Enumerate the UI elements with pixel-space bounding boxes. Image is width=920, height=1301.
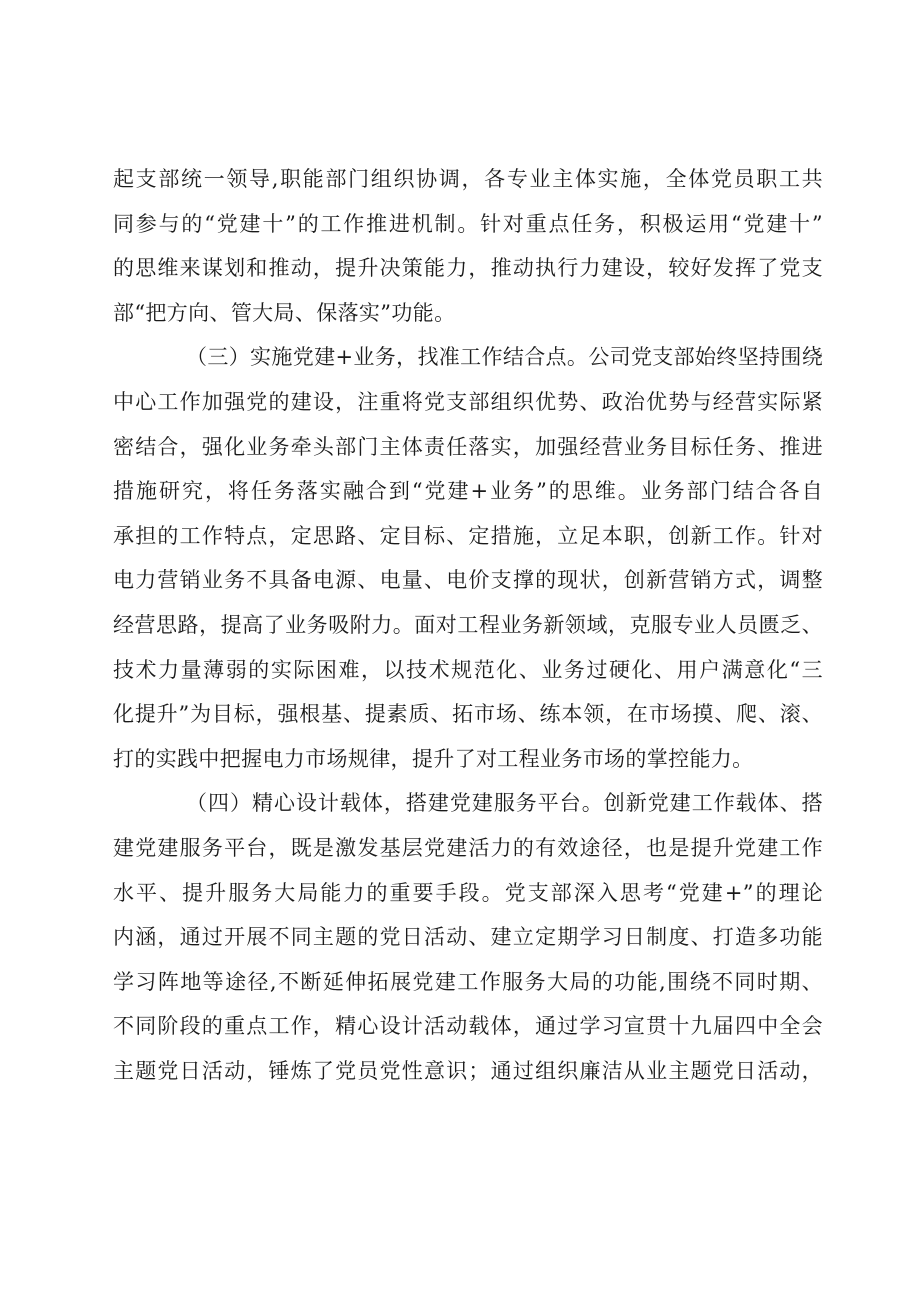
text-line: 中心工作加强党的建设，注重将党支部组织优势、政治优势与经营实际紧 (113, 389, 823, 414)
text-line: 起支部统一领导,职能部门组织协调，各专业主体实施，全体党员职工共 (113, 167, 823, 191)
paragraph-section-4 (113, 781, 823, 1093)
text-line: 打的实践中把握电力市场规律，提升了对工程业务市场的掌控能力。 (113, 746, 754, 771)
text-line: 经营思路，提高了业务吸附力。面对工程业务新领域，克服专业人员匮乏、 (113, 612, 823, 637)
text-line: 电力营销业务不具备电源、电量、电价支撑的现状，创新营销方式，调整 (113, 568, 823, 593)
text-line: （四）精心设计载体，搭建党建服务平台。创新党建工作载体、搭 (186, 791, 823, 816)
text-line: 密结合，强化业务牵头部门主体责任落实，加强经营业务目标任务、推进 (113, 434, 823, 459)
text-line: 化提升”为目标，强根基、提素质、拓市场、练本领，在市场摸、爬、滚、 (113, 702, 823, 727)
text-line: 部“把方向、管大局、保落实”功能。 (113, 300, 456, 325)
paragraph-continued (113, 157, 823, 335)
text-line: 的思维来谋划和推动，提升决策能力，推动执行力建设，较好发挥了党支 (113, 256, 823, 281)
document-body (113, 157, 823, 1093)
text-line: 内涵，通过开展不同主题的党日活动、建立定期学习日制度、打造多功能 (113, 925, 823, 950)
text-line: 建党建服务平台，既是激发基层党建活力的有效途径，也是提升党建工作 (113, 835, 823, 860)
text-line: （三）实施党建+业务，找准工作结合点。公司党支部始终坚持围绕 (186, 345, 823, 370)
text-line: 学习阵地等途径,不断延伸拓展党建工作服务大局的功能,围绕不同时期、 (113, 969, 823, 994)
paragraph-section-3 (113, 335, 823, 781)
text-line: 不同阶段的重点工作，精心设计活动载体，通过学习宣贯十九届四中全会 (113, 1014, 823, 1039)
text-line: 主题党日活动，锤炼了党员党性意识；通过组织廉洁从业主题党日活动， (113, 1058, 823, 1083)
text-line: 水平、提升服务大局能力的重要手段。党支部深入思考“党建+”的理论 (113, 880, 823, 905)
text-line: 技术力量薄弱的实际困难，以技术规范化、业务过硬化、用户满意化“三 (113, 657, 823, 682)
text-line: 承担的工作特点，定思路、定目标、定措施，立足本职，创新工作。针对 (113, 523, 823, 548)
text-line: 同参与的“党建十”的工作推进机制。针对重点任务，积极运用“党建十” (113, 211, 823, 236)
text-line: 措施研究，将任务落实融合到“党建+业务”的思维。业务部门结合各自 (113, 479, 823, 504)
